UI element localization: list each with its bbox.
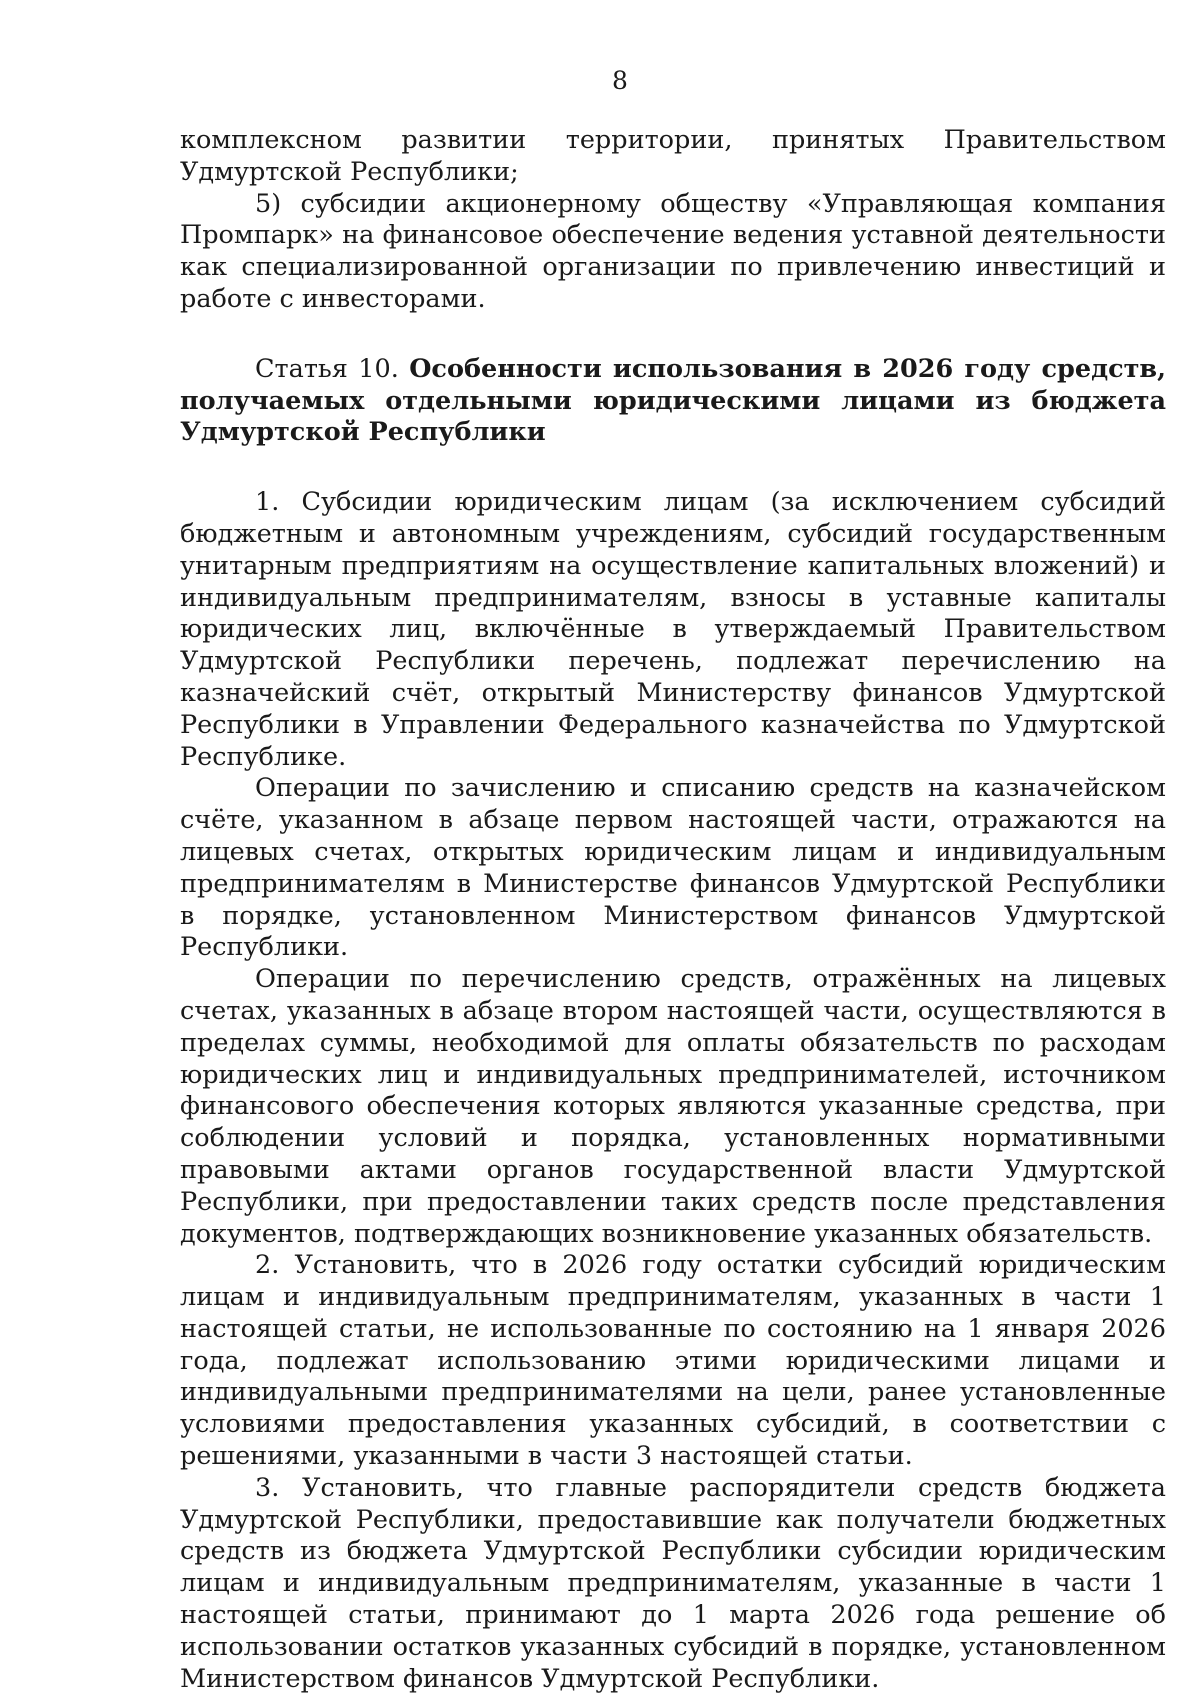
page-number: 8 xyxy=(612,66,628,95)
paragraph-part-1: 1. Субсидии юридическим лицам (за исключением субсидий бюджетным и автономным учреждениям, субсидий государственным унитарным предприятиям на осуществление капитальных вложений) и индивидуальным предпринимателям, взносы в уставные капиталы юридических лиц, включённые в утверждаемый Правительством Удмуртской Республики перечень, подлежат перечислению на казначейский счёт, открытый Министерству финансов Удмуртской Республики в Управлении Федерального казначейства по Удмуртской Республике. xyxy=(180,487,1166,772)
document-body xyxy=(180,125,1166,1695)
article-number: Статья 10. xyxy=(255,353,399,384)
paragraph-continuation: комплексном развитии территории, принятых Правительством Удмуртской Республики; xyxy=(180,125,1166,187)
paragraph-part-1-abzac-2: Операции по зачислению и списанию средств на казначейском счёте, указанном в абзаце первом настоящей части, отражаются на лицевых счетах, открытых юридическим лицам и индивидуальным предпринимателям в Министерстве финансов Удмуртской Республики в порядке, установленном Министерством финансов Удмуртской Республики. xyxy=(180,773,1166,963)
paragraph-part-2: 2. Установить, что в 2026 году остатки субсидий юридическим лицам и индивидуальным предпринимателям, указанных в части 1 настоящей статьи, не использованные по состоянию на 1 января 2026 года, подлежат использованию этими юридическими лицами и индивидуальными предпринимателями на цели, ранее установленные условиями предоставления указанных субсидий, в соответствии с решениями, указанными в части 3 настоящей статьи. xyxy=(180,1250,1166,1472)
paragraph-item-5: 5) субсидии акционерному обществу «Управляющая компания Промпарк» на финансовое обеспечение ведения уставной деятельности как специализированной организации по привлечению инвестиций и работе с инвесторами. xyxy=(180,188,1166,314)
paragraph-part-3: 3. Установить, что главные распорядители средств бюджета Удмуртской Республики, предоставившие как получатели бюджетных средств из бюджета Удмуртской Республики субсидии юридическим лицам и индивидуальным предпринимателям, указанные в части 1 настоящей статьи, принимают до 1 марта 2026 года решение об использовании остатков указанных субсидий в порядке, установленном Министерством финансов Удмуртской Республики. xyxy=(180,1472,1166,1694)
article-heading xyxy=(180,354,1166,449)
paragraph-part-1-abzac-3: Операции по перечислению средств, отражённых на лицевых счетах, указанных в абзаце втором настоящей части, осуществляются в пределах суммы, необходимой для оплаты обязательств по расходам юридических лиц и индивидуальных предпринимателей, источником финансового обеспечения которых являются указанные средства, при соблюдении условий и порядка, установленных нормативными правовыми актами органов государственной власти Удмуртской Республики, при предоставлении таких средств после представления документов, подтверждающих возникновение указанных обязательств. xyxy=(180,964,1166,1249)
article-title: Особенности использования в 2026 году средств, получаемых отдельными юридическими лицами из бюджета Удмуртской Республики xyxy=(180,353,1166,448)
